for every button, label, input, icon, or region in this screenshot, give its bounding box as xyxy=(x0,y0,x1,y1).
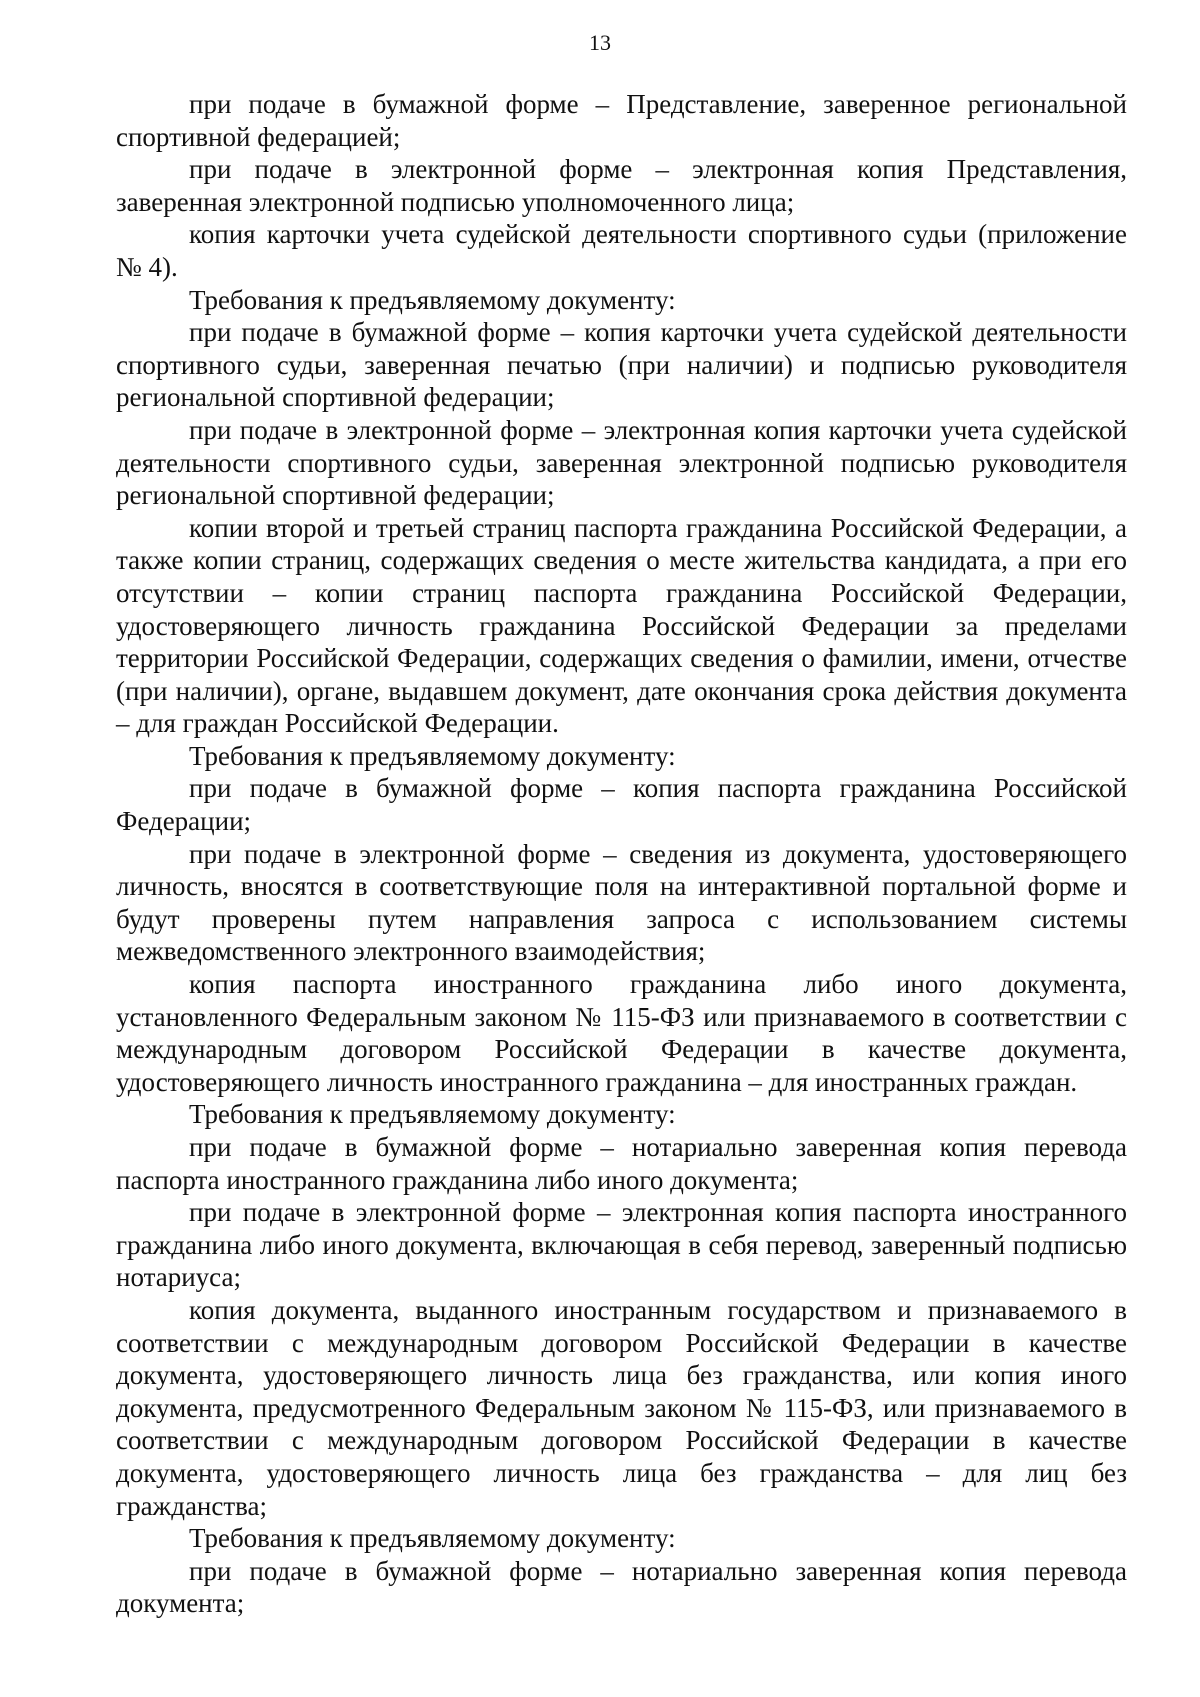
paragraph-referee-card-copy: копия карточки учета судейской деятельности спортивного судьи (приложение № 4). xyxy=(116,219,1127,282)
paragraph-paper-submission-foreign: при подаче в бумажной форме – нотариально заверенная копия перевода паспорта иностранного гражданина либо иного документа; xyxy=(116,1132,1127,1195)
paragraph-electronic-submission-passport: при подаче в электронной форме – сведения из документа, удостоверяющего личность, вносятся в соответствующие поля на интерактивной портальной форме и будут проверены путем направления запроса с использованием системы межведомственного электронного взаимодействия; xyxy=(116,838,1127,967)
paragraph-requirements-heading: Требования к предъявляемому документу: xyxy=(189,1523,676,1554)
paragraph-requirements-heading: Требования к предъявляемому документу: xyxy=(189,740,676,771)
paragraph-paper-submission-passport: при подаче в бумажной форме – копия паспорта гражданина Российской Федерации; xyxy=(116,773,1127,837)
page-number: 13 xyxy=(589,30,611,55)
paragraph-passport-pages-copy: копии второй и третьей страниц паспорта гражданина Российской Федерации, а также копии страниц, содержащих сведения о месте жительства кандидата, а при его отсутствии – копии страниц паспорта гражданина Российской Федерации, удостоверяющего личность гражданина Российской Федерации за пределами территории Российской Федерации, содержащих сведения о фамилии, имени, отчестве (при наличии), органе, выдавшем документ, дате окончания срока действия документа – для граждан Российской Федерации. xyxy=(116,512,1127,739)
paragraph-stateless-document-copy: копия документа, выданного иностранным государством и признаваемого в соответствии с международным договором Российской Федерации в качестве документа, удостоверяющего личность лица без гражданства, или копия иного документа, предусмотренного Федеральным законом № 115-ФЗ, или признаваемого в соответствии с международным договором Российской Федерации в качестве документа, удостоверяющего личность лица без гражданства – для лиц без гражданства; xyxy=(116,1294,1127,1521)
paragraph-paper-submission-representation: при подаче в бумажной форме – Представление, заверенное региональной спортивной федерацией; xyxy=(116,89,1127,152)
paragraph-paper-submission-card: при подаче в бумажной форме – копия карточки учета судейской деятельности спортивного судьи, заверенная печатью (при наличии) и подписью руководителя региональной спортивной федерации; xyxy=(116,317,1127,413)
paragraph-paper-submission-stateless: при подаче в бумажной форме – нотариально заверенная копия перевода документа; xyxy=(116,1555,1127,1619)
document-body xyxy=(116,88,1127,1620)
paragraph-electronic-submission-foreign: при подаче в электронной форме – электронная копия паспорта иностранного гражданина либо иного документа, включающая в себя перевод, заверенный подписью нотариуса; xyxy=(116,1197,1127,1293)
paragraph-requirements-heading: Требования к предъявляемому документу: xyxy=(189,284,676,315)
paragraph-requirements-heading: Требования к предъявляемому документу: xyxy=(189,1099,676,1130)
paragraph-foreign-passport-copy: копия паспорта иностранного гражданина либо иного документа, установленного Федеральным законом № 115-ФЗ или признаваемого в соответствии с международным договором Российской Федерации в качестве документа, удостоверяющего личность иностранного гражданина – для иностранных граждан. xyxy=(116,969,1127,1097)
paragraph-electronic-submission-card: при подаче в электронной форме – электронная копия карточки учета судейской деятельности спортивного судьи, заверенная электронной подписью руководителя региональной спортивной федерации; xyxy=(116,414,1127,511)
paragraph-electronic-submission-representation: при подаче в электронной форме – электронная копия Представления, заверенная электронной подписью уполномоченного лица; xyxy=(116,154,1127,217)
